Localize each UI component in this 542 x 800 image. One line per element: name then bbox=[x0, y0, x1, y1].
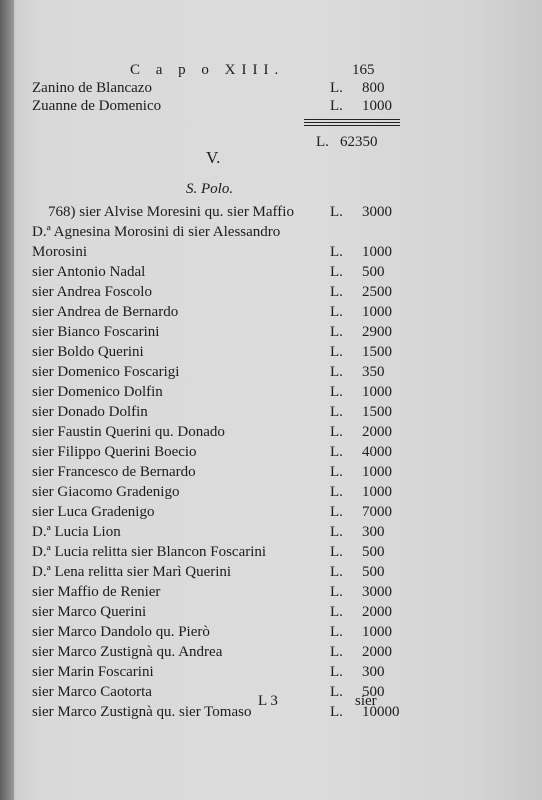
list-item-currency: L. bbox=[330, 444, 343, 460]
list-item-currency: L. bbox=[330, 304, 343, 320]
list-item-name: 768) sier Alvise Moresini qu. sier Maffio bbox=[48, 204, 294, 220]
list-item-name: D.ª Lena relitta sier Marì Querini bbox=[32, 564, 232, 580]
list-item-currency: L. bbox=[330, 204, 343, 220]
list-item-currency: L. bbox=[330, 484, 343, 500]
list-item-amount: 3000 bbox=[362, 204, 392, 220]
total-currency: L. bbox=[316, 134, 329, 150]
list-item-name: Morosini bbox=[32, 244, 88, 260]
list-item-amount: 2900 bbox=[362, 324, 392, 340]
total-rule-1 bbox=[304, 119, 400, 120]
list-item-name: Zuanne de Domenico bbox=[32, 98, 162, 114]
list-item-currency: L. bbox=[330, 264, 343, 280]
list-item-name: sier Bianco Foscarini bbox=[32, 324, 160, 340]
chapter-heading: C a p o XIII. bbox=[130, 62, 285, 78]
list-item-name: sier Andrea Foscolo bbox=[32, 284, 152, 300]
list-item-currency: L. bbox=[330, 664, 343, 680]
list-item-name: sier Marco Querini bbox=[32, 604, 147, 620]
list-item-name: sier Francesco de Bernardo bbox=[32, 464, 196, 480]
list-item-amount: 500 bbox=[362, 564, 385, 580]
list-item-name: sier Marco Zustignà qu. sier Tomaso bbox=[32, 704, 252, 720]
list-item-name: sier Domenico Foscarigi bbox=[32, 364, 180, 380]
list-item-currency: L. bbox=[330, 364, 343, 380]
list-item-currency: L. bbox=[330, 504, 343, 520]
list-item-amount: 2000 bbox=[362, 644, 392, 660]
list-item-name: sier Marco Zustignà qu. Andrea bbox=[32, 644, 223, 660]
list-item-amount: 3000 bbox=[362, 584, 392, 600]
list-item-name: D.ª Agnesina Morosini di sier Alessandro bbox=[32, 224, 281, 240]
list-item-name: sier Filippo Querini Boecio bbox=[32, 444, 197, 460]
list-item-amount: 2000 bbox=[362, 604, 392, 620]
list-item-name: D.ª Lucia Lion bbox=[32, 524, 121, 540]
list-item-currency: L. bbox=[330, 80, 343, 96]
list-item-currency: L. bbox=[330, 98, 343, 114]
list-item-name: sier Andrea de Bernardo bbox=[32, 304, 179, 320]
list-item-name: sier Antonio Nadal bbox=[32, 264, 146, 280]
list-item-amount: 300 bbox=[362, 664, 385, 680]
list-item-currency: L. bbox=[330, 544, 343, 560]
list-item-currency: L. bbox=[330, 644, 343, 660]
list-item-amount: 300 bbox=[362, 524, 385, 540]
list-item-amount: 1000 bbox=[362, 624, 392, 640]
list-item-amount: 2500 bbox=[362, 284, 392, 300]
list-item-amount: 1000 bbox=[362, 464, 392, 480]
list-item-amount: 800 bbox=[362, 80, 385, 96]
list-item-currency: L. bbox=[330, 604, 343, 620]
list-item-name: Zanino de Blancazo bbox=[32, 80, 152, 96]
list-item-name: sier Domenico Dolfin bbox=[32, 384, 163, 400]
section-title: S. Polo. bbox=[186, 181, 234, 197]
catchword: sier bbox=[355, 693, 377, 709]
list-item-name: sier Marin Foscarini bbox=[32, 664, 154, 680]
list-item-currency: L. bbox=[330, 424, 343, 440]
list-item-amount: 500 bbox=[362, 544, 385, 560]
list-item-amount: 500 bbox=[362, 684, 385, 700]
list-item-amount: 1500 bbox=[362, 404, 392, 420]
list-item-amount: 2000 bbox=[362, 424, 392, 440]
list-item-name: sier Marco Caotorta bbox=[32, 684, 152, 700]
page-binding-shadow bbox=[0, 0, 14, 800]
list-item-amount: 1000 bbox=[362, 484, 392, 500]
list-item-name: sier Luca Gradenigo bbox=[32, 504, 155, 520]
list-item-amount: 1000 bbox=[362, 304, 392, 320]
list-item-amount: 1000 bbox=[362, 98, 392, 114]
list-item-currency: L. bbox=[330, 464, 343, 480]
list-item-name: sier Giacomo Gradenigo bbox=[32, 484, 180, 500]
list-item-amount: 7000 bbox=[362, 504, 392, 520]
section-number: V. bbox=[206, 148, 221, 167]
total-rule-2 bbox=[304, 122, 400, 123]
list-item-amount: 10000 bbox=[362, 704, 400, 720]
list-item-currency: L. bbox=[330, 524, 343, 540]
list-item-currency: L. bbox=[330, 584, 343, 600]
list-item-amount: 1000 bbox=[362, 384, 392, 400]
list-item-currency: L. bbox=[330, 404, 343, 420]
list-item-currency: L. bbox=[330, 324, 343, 340]
page-number: 165 bbox=[352, 62, 375, 78]
list-item-currency: L. bbox=[330, 244, 343, 260]
list-item-name: sier Marco Dandolo qu. Pierò bbox=[32, 624, 210, 640]
total-amount: 62350 bbox=[340, 134, 378, 150]
list-item-amount: 350 bbox=[362, 364, 385, 380]
signature-mark: L 3 bbox=[258, 693, 278, 709]
list-item-currency: L. bbox=[330, 284, 343, 300]
list-item-amount: 4000 bbox=[362, 444, 392, 460]
list-item-name: sier Maffio de Renier bbox=[32, 584, 161, 600]
list-item-name: sier Boldo Querini bbox=[32, 344, 144, 360]
list-item-name: D.ª Lucia relitta sier Blancon Foscarini bbox=[32, 544, 267, 560]
list-item-currency: L. bbox=[330, 384, 343, 400]
list-item-name: sier Donado Dolfin bbox=[32, 404, 148, 420]
list-item-currency: L. bbox=[330, 704, 343, 720]
total-rule-3 bbox=[304, 125, 400, 126]
list-item-currency: L. bbox=[330, 624, 343, 640]
list-item-amount: 1500 bbox=[362, 344, 392, 360]
list-item-amount: 500 bbox=[362, 264, 385, 280]
list-item-currency: L. bbox=[330, 564, 343, 580]
list-item-currency: L. bbox=[330, 684, 343, 700]
list-item-name: sier Faustin Querini qu. Donado bbox=[32, 424, 225, 440]
list-item-amount: 1000 bbox=[362, 244, 392, 260]
list-item-currency: L. bbox=[330, 344, 343, 360]
